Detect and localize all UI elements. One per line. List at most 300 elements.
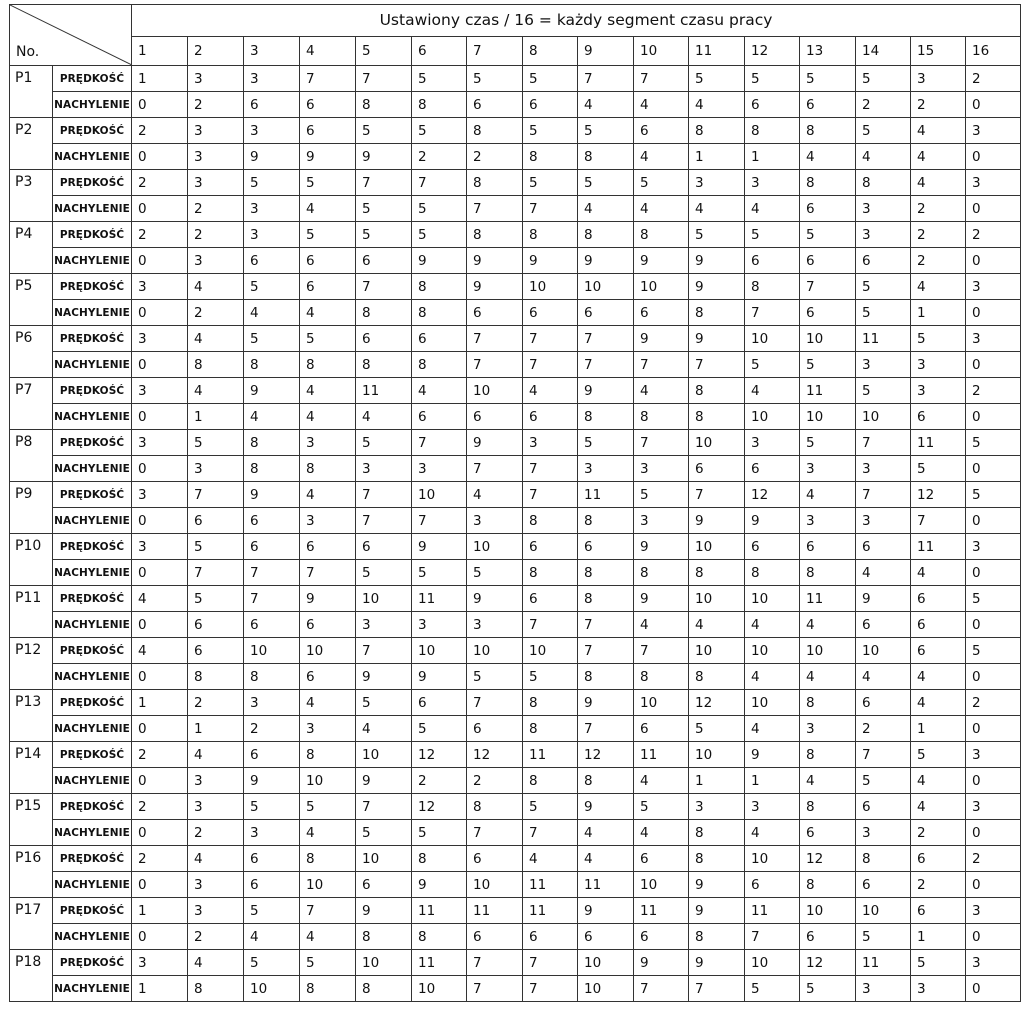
segment-number-header: 4 xyxy=(300,36,356,65)
incline-value-cell: 7 xyxy=(634,976,689,1002)
incline-value-cell: 5 xyxy=(856,768,911,794)
incline-value-cell: 3 xyxy=(856,352,911,378)
speed-value-cell: 6 xyxy=(856,534,911,560)
speed-value-cell: 5 xyxy=(578,430,634,456)
speed-value-cell: 8 xyxy=(745,118,800,144)
speed-label: PRĘDKOŚĆ xyxy=(53,846,132,872)
speed-value-cell: 3 xyxy=(188,898,244,924)
incline-value-cell: 1 xyxy=(689,768,745,794)
incline-value-cell: 7 xyxy=(745,924,800,950)
speed-value-cell: 10 xyxy=(356,586,412,612)
table-row-incline xyxy=(10,560,1021,586)
speed-value-cell: 7 xyxy=(856,430,911,456)
table-corner-header xyxy=(10,5,132,66)
table-row-incline xyxy=(10,404,1021,430)
incline-value-cell: 8 xyxy=(300,456,356,482)
speed-value-cell: 5 xyxy=(523,118,578,144)
incline-value-cell: 0 xyxy=(132,612,188,638)
speed-value-cell: 7 xyxy=(634,430,689,456)
incline-value-cell: 3 xyxy=(856,196,911,222)
speed-value-cell: 5 xyxy=(356,222,412,248)
speed-value-cell: 7 xyxy=(356,274,412,300)
incline-value-cell: 6 xyxy=(856,248,911,274)
table-row-speed xyxy=(10,170,1021,196)
speed-value-cell: 6 xyxy=(856,690,911,716)
incline-value-cell: 5 xyxy=(412,820,467,846)
incline-value-cell: 7 xyxy=(467,196,523,222)
incline-value-cell: 4 xyxy=(578,820,634,846)
program-label: P18 xyxy=(10,950,53,1002)
incline-value-cell: 0 xyxy=(132,144,188,170)
incline-value-cell: 0 xyxy=(966,300,1021,326)
speed-value-cell: 7 xyxy=(523,482,578,508)
incline-value-cell: 0 xyxy=(132,248,188,274)
speed-value-cell: 10 xyxy=(745,586,800,612)
incline-value-cell: 2 xyxy=(188,196,244,222)
incline-value-cell: 10 xyxy=(412,976,467,1002)
incline-value-cell: 6 xyxy=(800,300,856,326)
incline-value-cell: 6 xyxy=(578,924,634,950)
speed-value-cell: 9 xyxy=(244,378,300,404)
incline-value-cell: 10 xyxy=(634,872,689,898)
table-row-incline xyxy=(10,456,1021,482)
speed-value-cell: 8 xyxy=(300,846,356,872)
incline-value-cell: 6 xyxy=(911,404,966,430)
speed-value-cell: 10 xyxy=(356,742,412,768)
incline-value-cell: 3 xyxy=(578,456,634,482)
table-row-incline xyxy=(10,976,1021,1002)
incline-value-cell: 0 xyxy=(966,248,1021,274)
speed-value-cell: 3 xyxy=(689,794,745,820)
speed-value-cell: 11 xyxy=(634,898,689,924)
incline-value-cell: 6 xyxy=(244,248,300,274)
incline-value-cell: 3 xyxy=(634,456,689,482)
program-label: P7 xyxy=(10,378,53,430)
table-row-incline xyxy=(10,924,1021,950)
speed-value-cell: 5 xyxy=(412,118,467,144)
incline-value-cell: 3 xyxy=(800,716,856,742)
segment-number-header: 2 xyxy=(188,36,244,65)
incline-value-cell: 5 xyxy=(911,456,966,482)
speed-value-cell: 12 xyxy=(911,482,966,508)
speed-value-cell: 5 xyxy=(634,170,689,196)
table-row-speed xyxy=(10,118,1021,144)
speed-label: PRĘDKOŚĆ xyxy=(53,950,132,976)
incline-value-cell: 4 xyxy=(911,560,966,586)
incline-value-cell: 9 xyxy=(356,144,412,170)
incline-value-cell: 9 xyxy=(356,768,412,794)
incline-value-cell: 8 xyxy=(523,144,578,170)
speed-value-cell: 9 xyxy=(856,586,911,612)
speed-value-cell: 6 xyxy=(634,118,689,144)
incline-label: NACHYLENIE xyxy=(53,404,132,430)
speed-label: PRĘDKOŚĆ xyxy=(53,742,132,768)
speed-value-cell: 11 xyxy=(800,586,856,612)
incline-value-cell: 8 xyxy=(634,404,689,430)
speed-value-cell: 8 xyxy=(467,118,523,144)
incline-value-cell: 7 xyxy=(300,560,356,586)
incline-label: NACHYLENIE xyxy=(53,144,132,170)
incline-value-cell: 10 xyxy=(244,976,300,1002)
incline-value-cell: 2 xyxy=(467,144,523,170)
table-row-speed xyxy=(10,430,1021,456)
speed-value-cell: 4 xyxy=(745,378,800,404)
incline-value-cell: 5 xyxy=(800,976,856,1002)
incline-value-cell: 5 xyxy=(412,560,467,586)
incline-value-cell: 6 xyxy=(244,872,300,898)
incline-value-cell: 6 xyxy=(911,612,966,638)
incline-value-cell: 6 xyxy=(300,664,356,690)
incline-value-cell: 3 xyxy=(856,456,911,482)
program-label: P9 xyxy=(10,482,53,534)
table-row-speed xyxy=(10,66,1021,92)
incline-value-cell: 6 xyxy=(800,924,856,950)
table-row-incline xyxy=(10,92,1021,118)
speed-value-cell: 7 xyxy=(578,66,634,92)
speed-value-cell: 4 xyxy=(911,690,966,716)
speed-value-cell: 6 xyxy=(911,638,966,664)
incline-value-cell: 9 xyxy=(412,872,467,898)
incline-value-cell: 3 xyxy=(911,352,966,378)
speed-value-cell: 5 xyxy=(745,222,800,248)
speed-value-cell: 7 xyxy=(412,430,467,456)
speed-value-cell: 9 xyxy=(689,950,745,976)
incline-value-cell: 4 xyxy=(356,404,412,430)
incline-value-cell: 8 xyxy=(634,560,689,586)
incline-value-cell: 0 xyxy=(966,872,1021,898)
speed-value-cell: 3 xyxy=(244,66,300,92)
incline-value-cell: 6 xyxy=(188,508,244,534)
table-row-incline xyxy=(10,820,1021,846)
speed-value-cell: 10 xyxy=(523,638,578,664)
speed-value-cell: 8 xyxy=(800,794,856,820)
segment-number-header: 10 xyxy=(634,36,689,65)
incline-value-cell: 8 xyxy=(578,508,634,534)
segment-number-header: 9 xyxy=(578,36,634,65)
incline-value-cell: 10 xyxy=(467,872,523,898)
speed-value-cell: 5 xyxy=(244,170,300,196)
incline-value-cell: 4 xyxy=(634,92,689,118)
speed-value-cell: 5 xyxy=(911,950,966,976)
incline-value-cell: 6 xyxy=(800,820,856,846)
speed-value-cell: 8 xyxy=(634,222,689,248)
speed-value-cell: 6 xyxy=(244,846,300,872)
corner-label: No. xyxy=(16,44,40,60)
incline-value-cell: 3 xyxy=(188,768,244,794)
speed-value-cell: 7 xyxy=(356,638,412,664)
speed-value-cell: 7 xyxy=(578,638,634,664)
speed-value-cell: 10 xyxy=(412,638,467,664)
speed-value-cell: 7 xyxy=(523,326,578,352)
speed-value-cell: 2 xyxy=(132,846,188,872)
speed-value-cell: 6 xyxy=(800,534,856,560)
speed-value-cell: 10 xyxy=(745,638,800,664)
incline-value-cell: 4 xyxy=(578,196,634,222)
incline-value-cell: 0 xyxy=(966,976,1021,1002)
incline-value-cell: 0 xyxy=(132,924,188,950)
speed-value-cell: 7 xyxy=(300,898,356,924)
incline-value-cell: 2 xyxy=(467,768,523,794)
speed-value-cell: 4 xyxy=(412,378,467,404)
incline-value-cell: 4 xyxy=(911,664,966,690)
speed-value-cell: 10 xyxy=(745,950,800,976)
speed-value-cell: 3 xyxy=(132,378,188,404)
incline-value-cell: 8 xyxy=(745,560,800,586)
speed-value-cell: 5 xyxy=(244,794,300,820)
incline-value-cell: 6 xyxy=(634,716,689,742)
speed-value-cell: 9 xyxy=(578,794,634,820)
incline-value-cell: 10 xyxy=(300,872,356,898)
incline-value-cell: 6 xyxy=(800,92,856,118)
speed-value-cell: 6 xyxy=(244,742,300,768)
incline-value-cell: 4 xyxy=(634,144,689,170)
speed-value-cell: 4 xyxy=(300,690,356,716)
speed-value-cell: 3 xyxy=(132,274,188,300)
incline-label: NACHYLENIE xyxy=(53,560,132,586)
speed-value-cell: 11 xyxy=(745,898,800,924)
segment-number-header: 3 xyxy=(244,36,300,65)
table-row-incline xyxy=(10,300,1021,326)
incline-value-cell: 2 xyxy=(188,820,244,846)
speed-value-cell: 8 xyxy=(745,274,800,300)
incline-value-cell: 1 xyxy=(745,768,800,794)
incline-value-cell: 0 xyxy=(966,560,1021,586)
incline-value-cell: 4 xyxy=(689,612,745,638)
incline-value-cell: 8 xyxy=(689,300,745,326)
segment-number-header: 5 xyxy=(356,36,412,65)
incline-value-cell: 7 xyxy=(523,456,578,482)
speed-value-cell: 10 xyxy=(800,898,856,924)
speed-value-cell: 7 xyxy=(800,274,856,300)
incline-value-cell: 8 xyxy=(412,92,467,118)
incline-value-cell: 6 xyxy=(578,300,634,326)
incline-value-cell: 9 xyxy=(412,664,467,690)
incline-value-cell: 6 xyxy=(467,92,523,118)
speed-value-cell: 7 xyxy=(467,326,523,352)
speed-value-cell: 7 xyxy=(300,66,356,92)
speed-value-cell: 5 xyxy=(966,430,1021,456)
incline-value-cell: 7 xyxy=(356,508,412,534)
incline-value-cell: 3 xyxy=(412,612,467,638)
speed-value-cell: 10 xyxy=(356,846,412,872)
incline-value-cell: 6 xyxy=(188,612,244,638)
incline-value-cell: 9 xyxy=(689,248,745,274)
incline-value-cell: 3 xyxy=(356,612,412,638)
incline-value-cell: 3 xyxy=(188,144,244,170)
incline-value-cell: 7 xyxy=(578,716,634,742)
incline-value-cell: 3 xyxy=(800,508,856,534)
table-row-incline xyxy=(10,352,1021,378)
speed-value-cell: 3 xyxy=(132,326,188,352)
speed-value-cell: 4 xyxy=(578,846,634,872)
speed-value-cell: 6 xyxy=(356,534,412,560)
speed-value-cell: 12 xyxy=(745,482,800,508)
speed-value-cell: 11 xyxy=(523,742,578,768)
speed-value-cell: 10 xyxy=(689,742,745,768)
incline-value-cell: 3 xyxy=(300,716,356,742)
incline-value-cell: 7 xyxy=(467,456,523,482)
incline-value-cell: 8 xyxy=(689,820,745,846)
speed-value-cell: 10 xyxy=(356,950,412,976)
speed-value-cell: 5 xyxy=(800,66,856,92)
incline-value-cell: 7 xyxy=(689,352,745,378)
incline-value-cell: 8 xyxy=(578,404,634,430)
speed-value-cell: 7 xyxy=(188,482,244,508)
speed-value-cell: 5 xyxy=(244,326,300,352)
speed-label: PRĘDKOŚĆ xyxy=(53,482,132,508)
speed-value-cell: 4 xyxy=(300,378,356,404)
table-row-speed xyxy=(10,846,1021,872)
incline-value-cell: 2 xyxy=(911,248,966,274)
speed-value-cell: 5 xyxy=(300,222,356,248)
speed-value-cell: 9 xyxy=(244,482,300,508)
speed-value-cell: 6 xyxy=(300,118,356,144)
incline-value-cell: 1 xyxy=(745,144,800,170)
incline-value-cell: 6 xyxy=(523,92,578,118)
speed-value-cell: 9 xyxy=(467,430,523,456)
incline-value-cell: 7 xyxy=(523,196,578,222)
speed-value-cell: 6 xyxy=(467,846,523,872)
speed-value-cell: 6 xyxy=(911,898,966,924)
incline-value-cell: 8 xyxy=(244,352,300,378)
incline-value-cell: 3 xyxy=(911,976,966,1002)
program-label: P1 xyxy=(10,66,53,118)
incline-value-cell: 5 xyxy=(356,196,412,222)
speed-value-cell: 4 xyxy=(188,274,244,300)
incline-value-cell: 0 xyxy=(966,92,1021,118)
incline-value-cell: 8 xyxy=(800,872,856,898)
speed-value-cell: 2 xyxy=(188,222,244,248)
speed-value-cell: 5 xyxy=(300,170,356,196)
incline-value-cell: 6 xyxy=(523,300,578,326)
incline-value-cell: 4 xyxy=(800,768,856,794)
speed-label: PRĘDKOŚĆ xyxy=(53,118,132,144)
speed-value-cell: 10 xyxy=(467,638,523,664)
speed-value-cell: 9 xyxy=(578,378,634,404)
incline-value-cell: 9 xyxy=(356,664,412,690)
incline-value-cell: 4 xyxy=(300,196,356,222)
incline-value-cell: 8 xyxy=(689,560,745,586)
speed-value-cell: 11 xyxy=(412,586,467,612)
incline-value-cell: 0 xyxy=(132,352,188,378)
speed-value-cell: 7 xyxy=(523,950,578,976)
speed-value-cell: 5 xyxy=(578,170,634,196)
speed-value-cell: 3 xyxy=(244,222,300,248)
incline-value-cell: 9 xyxy=(689,508,745,534)
incline-value-cell: 6 xyxy=(467,924,523,950)
speed-value-cell: 2 xyxy=(911,222,966,248)
speed-value-cell: 4 xyxy=(911,794,966,820)
incline-value-cell: 9 xyxy=(634,248,689,274)
segment-number-header: 6 xyxy=(412,36,467,65)
incline-value-cell: 8 xyxy=(800,560,856,586)
speed-value-cell: 7 xyxy=(356,170,412,196)
program-label: P10 xyxy=(10,534,53,586)
speed-value-cell: 2 xyxy=(966,378,1021,404)
speed-value-cell: 3 xyxy=(132,950,188,976)
incline-value-cell: 7 xyxy=(467,352,523,378)
speed-value-cell: 4 xyxy=(523,378,578,404)
table-body xyxy=(10,66,1021,1002)
speed-value-cell: 3 xyxy=(132,482,188,508)
incline-value-cell: 7 xyxy=(523,352,578,378)
incline-label: NACHYLENIE xyxy=(53,508,132,534)
incline-value-cell: 6 xyxy=(412,404,467,430)
incline-value-cell: 8 xyxy=(188,352,244,378)
incline-value-cell: 8 xyxy=(356,352,412,378)
incline-value-cell: 9 xyxy=(578,248,634,274)
speed-value-cell: 4 xyxy=(188,326,244,352)
incline-value-cell: 7 xyxy=(634,352,689,378)
speed-value-cell: 12 xyxy=(467,742,523,768)
segment-number-header: 15 xyxy=(911,36,966,65)
incline-value-cell: 11 xyxy=(523,872,578,898)
incline-value-cell: 8 xyxy=(356,92,412,118)
incline-value-cell: 6 xyxy=(467,404,523,430)
incline-value-cell: 1 xyxy=(689,144,745,170)
incline-value-cell: 3 xyxy=(856,976,911,1002)
incline-value-cell: 10 xyxy=(578,976,634,1002)
speed-value-cell: 9 xyxy=(467,586,523,612)
incline-value-cell: 3 xyxy=(356,456,412,482)
speed-value-cell: 3 xyxy=(966,326,1021,352)
program-label: P16 xyxy=(10,846,53,898)
incline-value-cell: 4 xyxy=(634,612,689,638)
speed-value-cell: 6 xyxy=(523,586,578,612)
incline-value-cell: 8 xyxy=(412,924,467,950)
speed-value-cell: 3 xyxy=(745,794,800,820)
speed-value-cell: 3 xyxy=(244,690,300,716)
table-row-speed xyxy=(10,690,1021,716)
speed-value-cell: 5 xyxy=(911,742,966,768)
speed-value-cell: 8 xyxy=(800,170,856,196)
speed-label: PRĘDKOŚĆ xyxy=(53,638,132,664)
program-label: P5 xyxy=(10,274,53,326)
table-row-speed xyxy=(10,794,1021,820)
incline-value-cell: 8 xyxy=(523,716,578,742)
speed-value-cell: 5 xyxy=(800,430,856,456)
speed-value-cell: 10 xyxy=(244,638,300,664)
incline-value-cell: 8 xyxy=(578,768,634,794)
speed-value-cell: 5 xyxy=(244,274,300,300)
incline-value-cell: 2 xyxy=(911,872,966,898)
incline-value-cell: 10 xyxy=(856,404,911,430)
speed-value-cell: 3 xyxy=(966,118,1021,144)
incline-value-cell: 2 xyxy=(911,820,966,846)
speed-value-cell: 5 xyxy=(188,534,244,560)
incline-value-cell: 11 xyxy=(578,872,634,898)
incline-value-cell: 3 xyxy=(856,508,911,534)
speed-value-cell: 1 xyxy=(132,66,188,92)
speed-value-cell: 5 xyxy=(523,66,578,92)
incline-value-cell: 6 xyxy=(745,456,800,482)
speed-value-cell: 10 xyxy=(523,274,578,300)
incline-value-cell: 6 xyxy=(467,716,523,742)
speed-value-cell: 3 xyxy=(966,170,1021,196)
speed-value-cell: 9 xyxy=(356,898,412,924)
program-label: P17 xyxy=(10,898,53,950)
speed-value-cell: 7 xyxy=(244,586,300,612)
speed-value-cell: 2 xyxy=(132,118,188,144)
speed-value-cell: 3 xyxy=(300,430,356,456)
incline-value-cell: 6 xyxy=(745,872,800,898)
speed-value-cell: 2 xyxy=(966,66,1021,92)
speed-value-cell: 3 xyxy=(911,378,966,404)
incline-value-cell: 8 xyxy=(244,456,300,482)
incline-value-cell: 10 xyxy=(300,768,356,794)
incline-value-cell: 9 xyxy=(689,872,745,898)
speed-value-cell: 6 xyxy=(911,846,966,872)
